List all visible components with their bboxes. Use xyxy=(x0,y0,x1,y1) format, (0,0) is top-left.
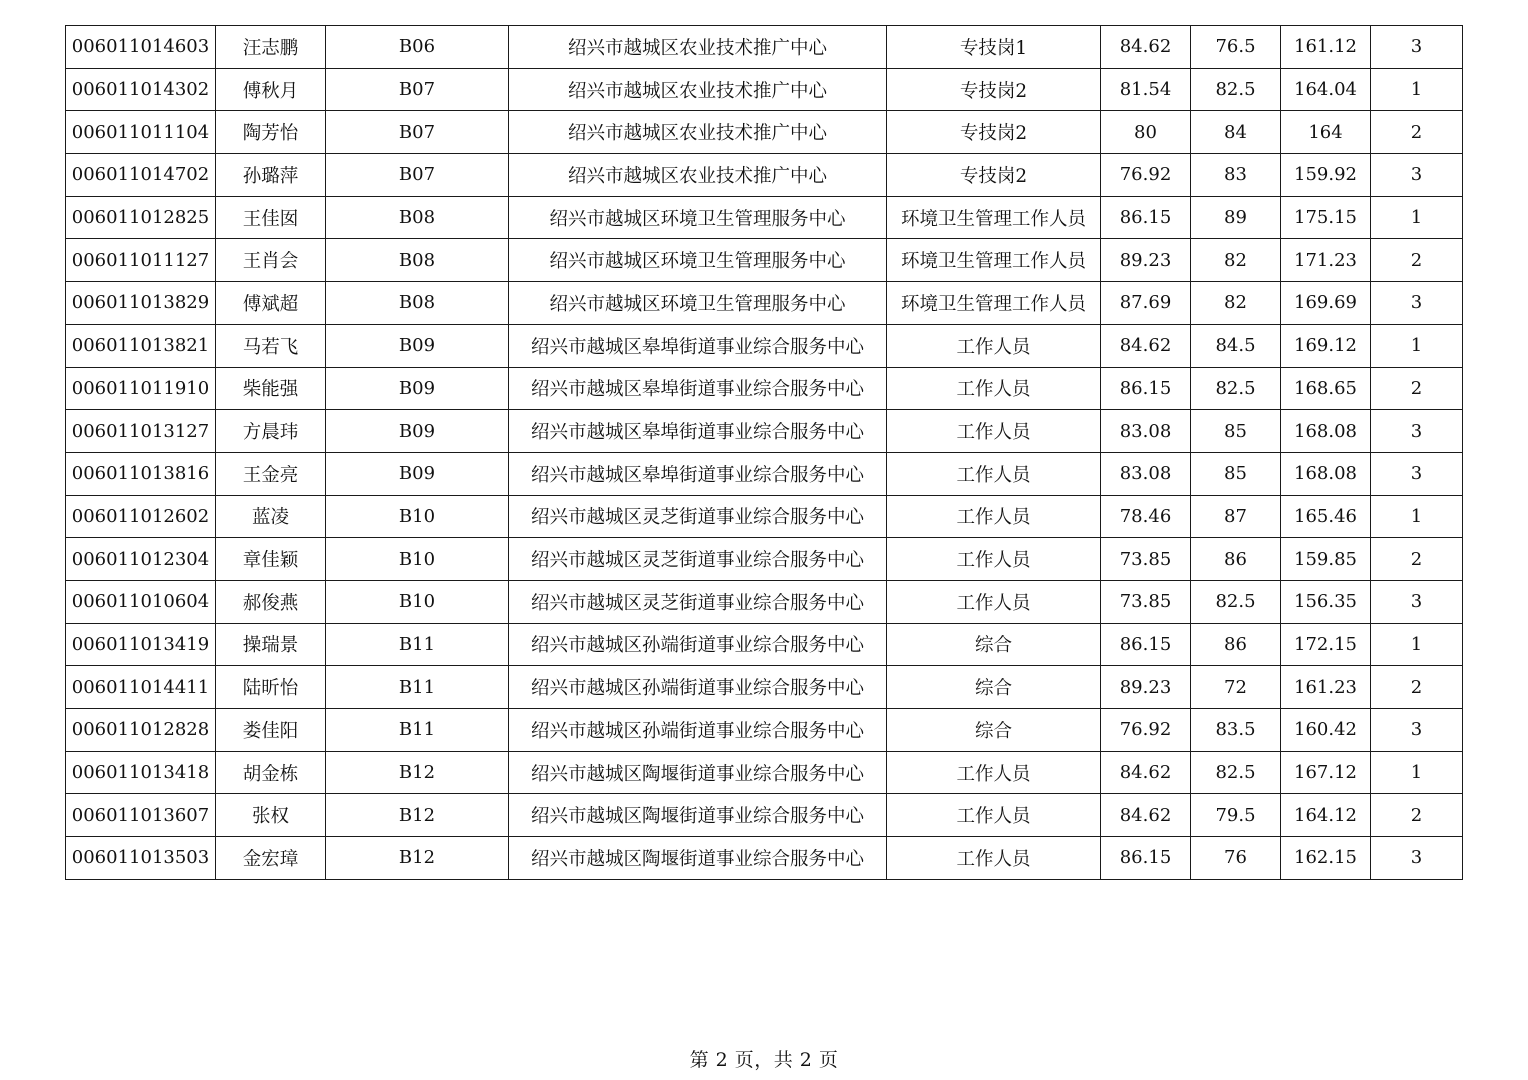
position-cell: 环境卫生管理工作人员 xyxy=(887,196,1101,239)
score-a-cell: 73.85 xyxy=(1101,538,1191,581)
table-row xyxy=(66,538,1463,581)
rank-cell: 1 xyxy=(1371,751,1463,794)
score-b-cell: 82.5 xyxy=(1191,580,1281,623)
exam-id-cell: 006011013127 xyxy=(66,410,216,453)
position-cell: 工作人员 xyxy=(887,410,1101,453)
table-row xyxy=(66,367,1463,410)
exam-id-cell: 006011012825 xyxy=(66,196,216,239)
post-code-cell: B08 xyxy=(326,239,509,282)
score-a-cell: 78.46 xyxy=(1101,495,1191,538)
rank-cell: 1 xyxy=(1371,495,1463,538)
post-code-cell: B09 xyxy=(326,410,509,453)
total-score-cell: 168.08 xyxy=(1281,452,1371,495)
total-score-cell: 168.08 xyxy=(1281,410,1371,453)
exam-id-cell: 006011013829 xyxy=(66,282,216,325)
table-row xyxy=(66,452,1463,495)
exam-id-cell: 006011013418 xyxy=(66,751,216,794)
score-a-cell: 86.15 xyxy=(1101,623,1191,666)
table-row xyxy=(66,495,1463,538)
total-score-cell: 162.15 xyxy=(1281,837,1371,880)
unit-cell: 绍兴市越城区皋埠街道事业综合服务中心 xyxy=(509,452,887,495)
total-score-cell: 168.65 xyxy=(1281,367,1371,410)
name-cell: 章佳颖 xyxy=(216,538,326,581)
total-score-cell: 159.92 xyxy=(1281,154,1371,197)
score-b-cell: 82 xyxy=(1191,282,1281,325)
score-a-cell: 83.08 xyxy=(1101,452,1191,495)
unit-cell: 绍兴市越城区陶堰街道事业综合服务中心 xyxy=(509,751,887,794)
position-cell: 综合 xyxy=(887,623,1101,666)
score-b-cell: 72 xyxy=(1191,666,1281,709)
unit-cell: 绍兴市越城区环境卫生管理服务中心 xyxy=(509,282,887,325)
score-b-cell: 85 xyxy=(1191,452,1281,495)
score-b-cell: 79.5 xyxy=(1191,794,1281,837)
name-cell: 柴能强 xyxy=(216,367,326,410)
rank-cell: 3 xyxy=(1371,580,1463,623)
position-cell: 工作人员 xyxy=(887,452,1101,495)
unit-cell: 绍兴市越城区孙端街道事业综合服务中心 xyxy=(509,623,887,666)
unit-cell: 绍兴市越城区环境卫生管理服务中心 xyxy=(509,196,887,239)
table-row xyxy=(66,324,1463,367)
rank-cell: 1 xyxy=(1371,324,1463,367)
score-a-cell: 84.62 xyxy=(1101,794,1191,837)
total-score-cell: 161.12 xyxy=(1281,26,1371,69)
post-code-cell: B12 xyxy=(326,794,509,837)
total-score-cell: 164.04 xyxy=(1281,68,1371,111)
unit-cell: 绍兴市越城区农业技术推广中心 xyxy=(509,68,887,111)
position-cell: 综合 xyxy=(887,709,1101,752)
name-cell: 王佳囡 xyxy=(216,196,326,239)
table-row xyxy=(66,709,1463,752)
total-score-cell: 156.35 xyxy=(1281,580,1371,623)
score-a-cell: 73.85 xyxy=(1101,580,1191,623)
name-cell: 陆昕怡 xyxy=(216,666,326,709)
results-table xyxy=(65,25,1463,880)
rank-cell: 2 xyxy=(1371,239,1463,282)
position-cell: 环境卫生管理工作人员 xyxy=(887,239,1101,282)
score-a-cell: 86.15 xyxy=(1101,367,1191,410)
unit-cell: 绍兴市越城区农业技术推广中心 xyxy=(509,26,887,69)
unit-cell: 绍兴市越城区农业技术推广中心 xyxy=(509,154,887,197)
table-row xyxy=(66,154,1463,197)
rank-cell: 1 xyxy=(1371,68,1463,111)
unit-cell: 绍兴市越城区皋埠街道事业综合服务中心 xyxy=(509,410,887,453)
table-row xyxy=(66,580,1463,623)
table-row xyxy=(66,623,1463,666)
rank-cell: 1 xyxy=(1371,623,1463,666)
rank-cell: 3 xyxy=(1371,410,1463,453)
score-a-cell: 86.15 xyxy=(1101,837,1191,880)
score-a-cell: 84.62 xyxy=(1101,324,1191,367)
exam-id-cell: 006011014603 xyxy=(66,26,216,69)
exam-id-cell: 006011012602 xyxy=(66,495,216,538)
score-a-cell: 76.92 xyxy=(1101,154,1191,197)
position-cell: 专技岗2 xyxy=(887,68,1101,111)
score-a-cell: 89.23 xyxy=(1101,666,1191,709)
name-cell: 马若飞 xyxy=(216,324,326,367)
post-code-cell: B12 xyxy=(326,751,509,794)
post-code-cell: B11 xyxy=(326,623,509,666)
position-cell: 工作人员 xyxy=(887,324,1101,367)
total-score-cell: 171.23 xyxy=(1281,239,1371,282)
exam-id-cell: 006011014302 xyxy=(66,68,216,111)
total-score-cell: 169.69 xyxy=(1281,282,1371,325)
unit-cell: 绍兴市越城区灵芝街道事业综合服务中心 xyxy=(509,538,887,581)
position-cell: 工作人员 xyxy=(887,751,1101,794)
total-score-cell: 165.46 xyxy=(1281,495,1371,538)
exam-id-cell: 006011013607 xyxy=(66,794,216,837)
exam-id-cell: 006011012304 xyxy=(66,538,216,581)
name-cell: 王金亮 xyxy=(216,452,326,495)
score-b-cell: 82.5 xyxy=(1191,68,1281,111)
unit-cell: 绍兴市越城区环境卫生管理服务中心 xyxy=(509,239,887,282)
table-row xyxy=(66,837,1463,880)
page-number: 第 2 页，共 2 页 xyxy=(689,1049,839,1071)
rank-cell: 3 xyxy=(1371,282,1463,325)
score-b-cell: 83 xyxy=(1191,154,1281,197)
total-score-cell: 164.12 xyxy=(1281,794,1371,837)
post-code-cell: B10 xyxy=(326,580,509,623)
exam-id-cell: 006011014411 xyxy=(66,666,216,709)
position-cell: 工作人员 xyxy=(887,794,1101,837)
position-cell: 专技岗2 xyxy=(887,154,1101,197)
rank-cell: 2 xyxy=(1371,666,1463,709)
total-score-cell: 169.12 xyxy=(1281,324,1371,367)
post-code-cell: B06 xyxy=(326,26,509,69)
exam-id-cell: 006011013419 xyxy=(66,623,216,666)
exam-id-cell: 006011012828 xyxy=(66,709,216,752)
total-score-cell: 167.12 xyxy=(1281,751,1371,794)
unit-cell: 绍兴市越城区陶堰街道事业综合服务中心 xyxy=(509,837,887,880)
position-cell: 工作人员 xyxy=(887,495,1101,538)
unit-cell: 绍兴市越城区皋埠街道事业综合服务中心 xyxy=(509,367,887,410)
table-body xyxy=(66,26,1463,880)
rank-cell: 3 xyxy=(1371,26,1463,69)
score-b-cell: 83.5 xyxy=(1191,709,1281,752)
position-cell: 工作人员 xyxy=(887,367,1101,410)
score-b-cell: 85 xyxy=(1191,410,1281,453)
exam-id-cell: 006011011910 xyxy=(66,367,216,410)
name-cell: 金宏璋 xyxy=(216,837,326,880)
score-a-cell: 83.08 xyxy=(1101,410,1191,453)
unit-cell: 绍兴市越城区农业技术推广中心 xyxy=(509,111,887,154)
post-code-cell: B08 xyxy=(326,282,509,325)
score-b-cell: 82 xyxy=(1191,239,1281,282)
exam-id-cell: 006011013503 xyxy=(66,837,216,880)
score-a-cell: 89.23 xyxy=(1101,239,1191,282)
post-code-cell: B11 xyxy=(326,666,509,709)
total-score-cell: 159.85 xyxy=(1281,538,1371,581)
score-a-cell: 80 xyxy=(1101,111,1191,154)
exam-id-cell: 006011011104 xyxy=(66,111,216,154)
table-row xyxy=(66,68,1463,111)
post-code-cell: B08 xyxy=(326,196,509,239)
name-cell: 操瑞景 xyxy=(216,623,326,666)
rank-cell: 3 xyxy=(1371,154,1463,197)
rank-cell: 2 xyxy=(1371,111,1463,154)
score-a-cell: 86.15 xyxy=(1101,196,1191,239)
score-b-cell: 86 xyxy=(1191,538,1281,581)
name-cell: 张权 xyxy=(216,794,326,837)
exam-id-cell: 006011013816 xyxy=(66,452,216,495)
post-code-cell: B10 xyxy=(326,538,509,581)
total-score-cell: 172.15 xyxy=(1281,623,1371,666)
total-score-cell: 161.23 xyxy=(1281,666,1371,709)
unit-cell: 绍兴市越城区灵芝街道事业综合服务中心 xyxy=(509,580,887,623)
score-b-cell: 82.5 xyxy=(1191,751,1281,794)
table-row xyxy=(66,794,1463,837)
score-b-cell: 76 xyxy=(1191,837,1281,880)
name-cell: 陶芳怡 xyxy=(216,111,326,154)
position-cell: 综合 xyxy=(887,666,1101,709)
name-cell: 方晨玮 xyxy=(216,410,326,453)
rank-cell: 2 xyxy=(1371,538,1463,581)
post-code-cell: B11 xyxy=(326,709,509,752)
post-code-cell: B07 xyxy=(326,68,509,111)
exam-id-cell: 006011014702 xyxy=(66,154,216,197)
score-a-cell: 76.92 xyxy=(1101,709,1191,752)
post-code-cell: B10 xyxy=(326,495,509,538)
score-b-cell: 84 xyxy=(1191,111,1281,154)
score-b-cell: 86 xyxy=(1191,623,1281,666)
table-row xyxy=(66,26,1463,69)
table-row xyxy=(66,410,1463,453)
table-row xyxy=(66,239,1463,282)
position-cell: 工作人员 xyxy=(887,837,1101,880)
exam-id-cell: 006011010604 xyxy=(66,580,216,623)
unit-cell: 绍兴市越城区孙端街道事业综合服务中心 xyxy=(509,709,887,752)
table-row xyxy=(66,282,1463,325)
rank-cell: 3 xyxy=(1371,837,1463,880)
post-code-cell: B09 xyxy=(326,367,509,410)
name-cell: 郝俊燕 xyxy=(216,580,326,623)
name-cell: 王肖会 xyxy=(216,239,326,282)
exam-id-cell: 006011013821 xyxy=(66,324,216,367)
rank-cell: 1 xyxy=(1371,196,1463,239)
rank-cell: 3 xyxy=(1371,709,1463,752)
name-cell: 胡金栋 xyxy=(216,751,326,794)
score-b-cell: 82.5 xyxy=(1191,367,1281,410)
name-cell: 傅秋月 xyxy=(216,68,326,111)
total-score-cell: 175.15 xyxy=(1281,196,1371,239)
score-b-cell: 76.5 xyxy=(1191,26,1281,69)
score-b-cell: 87 xyxy=(1191,495,1281,538)
unit-cell: 绍兴市越城区孙端街道事业综合服务中心 xyxy=(509,666,887,709)
table-row xyxy=(66,196,1463,239)
post-code-cell: B07 xyxy=(326,154,509,197)
unit-cell: 绍兴市越城区灵芝街道事业综合服务中心 xyxy=(509,495,887,538)
total-score-cell: 164 xyxy=(1281,111,1371,154)
post-code-cell: B09 xyxy=(326,324,509,367)
post-code-cell: B07 xyxy=(326,111,509,154)
name-cell: 娄佳阳 xyxy=(216,709,326,752)
post-code-cell: B09 xyxy=(326,452,509,495)
name-cell: 傅斌超 xyxy=(216,282,326,325)
position-cell: 工作人员 xyxy=(887,538,1101,581)
total-score-cell: 160.42 xyxy=(1281,709,1371,752)
position-cell: 工作人员 xyxy=(887,580,1101,623)
post-code-cell: B12 xyxy=(326,837,509,880)
rank-cell: 2 xyxy=(1371,367,1463,410)
name-cell: 汪志鹏 xyxy=(216,26,326,69)
position-cell: 专技岗1 xyxy=(887,26,1101,69)
score-a-cell: 81.54 xyxy=(1101,68,1191,111)
position-cell: 环境卫生管理工作人员 xyxy=(887,282,1101,325)
score-b-cell: 84.5 xyxy=(1191,324,1281,367)
rank-cell: 2 xyxy=(1371,794,1463,837)
table-row xyxy=(66,111,1463,154)
exam-id-cell: 006011011127 xyxy=(66,239,216,282)
unit-cell: 绍兴市越城区皋埠街道事业综合服务中心 xyxy=(509,324,887,367)
table-row xyxy=(66,751,1463,794)
score-a-cell: 87.69 xyxy=(1101,282,1191,325)
score-b-cell: 89 xyxy=(1191,196,1281,239)
unit-cell: 绍兴市越城区陶堰街道事业综合服务中心 xyxy=(509,794,887,837)
table-row xyxy=(66,666,1463,709)
rank-cell: 3 xyxy=(1371,452,1463,495)
name-cell: 蓝凌 xyxy=(216,495,326,538)
position-cell: 专技岗2 xyxy=(887,111,1101,154)
name-cell: 孙璐萍 xyxy=(216,154,326,197)
score-a-cell: 84.62 xyxy=(1101,751,1191,794)
score-a-cell: 84.62 xyxy=(1101,26,1191,69)
